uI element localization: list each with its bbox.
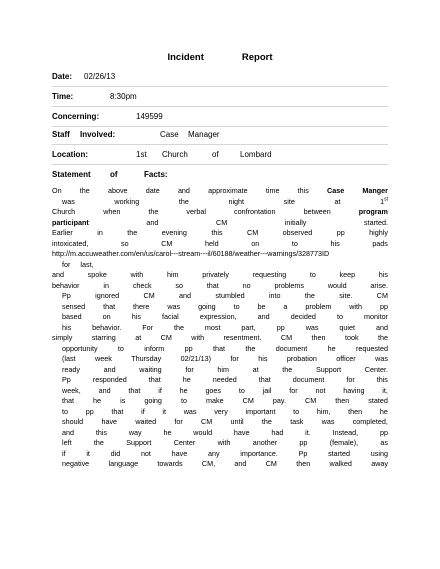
statement-line	[52, 365, 388, 376]
statement-word: started.	[364, 217, 388, 227]
statement-word: his	[378, 270, 388, 279]
statement-word: in	[97, 228, 103, 237]
statement-word: then	[335, 396, 350, 405]
statement-word: quiet	[339, 322, 356, 332]
statement-word: his	[131, 312, 141, 321]
statement-word: with	[349, 301, 363, 311]
statement-word: way	[128, 427, 142, 437]
statement-word: it	[162, 406, 166, 416]
statement-word: facial	[161, 312, 179, 321]
statement-word: CM	[216, 217, 228, 227]
statement-word: walked	[329, 459, 352, 468]
statement-word: and	[375, 322, 388, 332]
statement-word: for	[230, 354, 239, 363]
statement-word: time	[265, 186, 280, 195]
statement-word: not	[140, 448, 151, 458]
statement-word: would	[193, 427, 213, 437]
statement-line	[52, 396, 388, 407]
statement-word: requesting	[252, 270, 287, 279]
title-word-report: Report	[241, 52, 273, 63]
statement-word: into	[268, 291, 281, 300]
statement-word: should	[62, 417, 84, 426]
statement-word: ignored	[95, 291, 120, 300]
statement-word: took	[344, 333, 359, 342]
statement-word: to	[238, 385, 245, 395]
statement-word: needed	[212, 375, 237, 384]
divider	[52, 86, 388, 87]
statement-word: 1st	[380, 196, 388, 206]
statement-word: to	[293, 406, 300, 416]
concerning-label: Concerning:	[52, 112, 100, 121]
statement-word: simply	[52, 333, 73, 342]
statement-word: for	[185, 364, 194, 374]
statement-word: privately	[202, 270, 229, 279]
divider	[52, 126, 388, 127]
statement-line	[52, 218, 388, 229]
statement-word: him	[217, 364, 229, 374]
statement-line	[52, 270, 388, 281]
statement-word: was	[183, 406, 197, 416]
statement-word: using	[370, 448, 388, 458]
statement-word: to	[336, 312, 343, 321]
statement-line	[52, 260, 388, 271]
statement-word: behavior	[52, 280, 80, 290]
statement-word: to	[62, 406, 68, 416]
statement-word: and	[52, 270, 64, 279]
statement-line	[52, 186, 388, 197]
statement-word: check	[132, 280, 152, 290]
date-value: 02/26/13	[84, 72, 116, 81]
statement-word: did	[110, 448, 121, 458]
statement-word: requested	[356, 343, 388, 353]
statement-word: this	[211, 228, 223, 237]
statement-word: Church	[52, 207, 76, 216]
statement-word: pp	[299, 438, 308, 447]
statement-word: confrontation	[234, 207, 276, 216]
statement-word: started	[328, 448, 351, 458]
statement-word: document	[292, 375, 325, 384]
statement-word: he	[179, 385, 188, 395]
statement-row	[52, 168, 388, 182]
statement-word: task	[290, 417, 304, 426]
statement-word: with	[191, 333, 205, 342]
statement-word: night	[228, 196, 245, 206]
statement-line	[52, 302, 388, 313]
statement-word: the	[178, 196, 189, 206]
statement-word: working	[114, 196, 140, 206]
statement-word: the	[245, 343, 256, 353]
statement-word: if	[141, 406, 145, 416]
statement-word: was	[305, 322, 319, 332]
statement-word: pp	[85, 406, 94, 416]
statement-word: until	[230, 417, 244, 426]
statement-word: responded	[92, 375, 127, 384]
statement-word: monitor	[364, 312, 388, 321]
divider	[52, 144, 388, 145]
statement-word: to	[291, 238, 298, 248]
statement-word: goes	[205, 385, 222, 395]
statement-word: Center	[173, 438, 196, 447]
statement-word: the	[261, 417, 272, 426]
statement-word: 02/21/13)	[180, 354, 211, 363]
statement-line	[52, 291, 388, 302]
statement-word: the	[127, 228, 138, 237]
statement-word: that	[62, 396, 74, 405]
statement-text	[52, 186, 388, 470]
statement-word: for	[346, 375, 355, 384]
statement-word: any	[207, 448, 220, 458]
statement-word: on	[251, 238, 260, 248]
statement-word: and	[62, 427, 74, 437]
statement-word: CM	[242, 396, 254, 405]
statement-word: last,	[80, 259, 94, 269]
statement-word: a	[283, 301, 288, 311]
statement-word: Manger	[362, 186, 388, 195]
statement-word: date	[145, 186, 160, 195]
statement-word: as	[380, 438, 388, 447]
location-row	[52, 148, 388, 162]
statement-word: completed,	[352, 417, 388, 426]
statement-word: approximate	[208, 186, 248, 195]
statement-word: it	[86, 448, 90, 458]
statement-word: (female),	[329, 438, 359, 447]
statement-word: CM	[305, 396, 317, 405]
statement-line	[52, 417, 388, 428]
statement-word: Pp	[298, 448, 308, 458]
statement-word: week	[95, 354, 112, 363]
statement-word: pads	[372, 238, 388, 248]
statement-word: have	[233, 427, 250, 437]
statement-word: Pp	[62, 291, 71, 300]
statement-word: to	[233, 301, 240, 311]
concerning-value: 149599	[136, 112, 163, 121]
statement-word: between	[303, 207, 331, 216]
statement-word: if	[62, 448, 66, 458]
statement-word: based	[62, 312, 82, 321]
statement-word: above	[107, 186, 128, 195]
statement-word: be	[257, 301, 266, 311]
staff-value-case: Case	[160, 130, 179, 139]
statement-word: he	[163, 427, 172, 437]
statement-word: with	[217, 438, 231, 447]
statement-line	[52, 323, 388, 334]
statement-word: participant	[52, 217, 89, 227]
statement-word: Center.	[364, 364, 388, 374]
statement-word: that	[103, 301, 116, 311]
statement-word: the	[304, 291, 315, 300]
concerning-row	[52, 110, 388, 124]
statement-word: then	[348, 406, 363, 416]
statement-word: negative	[62, 459, 90, 468]
statement-word: CM	[247, 228, 259, 237]
statement-word: make	[206, 396, 224, 405]
document-title	[0, 52, 440, 63]
statement-word: at	[135, 333, 142, 342]
statement-word: keep	[339, 270, 356, 279]
date-row	[52, 70, 388, 84]
statement-word: resentment.	[223, 333, 262, 342]
statement-word: starring	[91, 333, 116, 342]
statement-word: (last	[62, 354, 76, 363]
staff-label: Staff	[52, 130, 70, 139]
statement-word: and	[177, 186, 190, 195]
statement-word: ready	[62, 364, 80, 374]
statement-word: Thursday	[131, 354, 162, 363]
statement-word: was	[375, 354, 388, 363]
statement-word: the	[148, 207, 159, 216]
statement-word: site	[283, 196, 295, 206]
statement-word: the	[173, 322, 184, 332]
statement-word: him	[166, 270, 179, 279]
statement-word: was	[167, 301, 181, 311]
statement-line	[52, 449, 388, 460]
statement-word: this	[297, 186, 309, 195]
statement-word: highly	[369, 228, 388, 237]
statement-word: pp	[184, 343, 193, 353]
statement-word: arise.	[370, 280, 388, 290]
statement-word: that	[258, 375, 271, 384]
statement-word: site.	[339, 291, 353, 300]
statement-word: towards	[157, 459, 183, 468]
statement-word: then	[311, 333, 326, 342]
statement-word: his	[258, 354, 268, 363]
statement-word: and	[257, 312, 270, 321]
staff-label-involved: Involved:	[80, 130, 116, 139]
statement-line	[52, 407, 388, 418]
statement-word: his	[330, 238, 340, 248]
statement-line	[52, 228, 388, 239]
statement-word: was	[62, 196, 75, 206]
time-value: 8:30pm	[110, 92, 137, 101]
statement-word: that	[148, 375, 161, 384]
statement-word: his	[62, 322, 72, 332]
statement-word: he	[182, 375, 191, 384]
statement-word: on	[102, 312, 111, 321]
statement-word: and	[179, 291, 192, 300]
statement-word: going	[198, 301, 216, 311]
statement-word: Earlier	[52, 228, 73, 237]
statement-word: officer	[336, 354, 356, 363]
location-value-of: of	[212, 150, 219, 159]
location-value-lombard: Lombard	[240, 150, 272, 159]
statement-word: CM,	[201, 459, 216, 468]
statement-word: intoxicated,	[52, 238, 89, 248]
statement-word: decided	[290, 312, 316, 321]
statement-word: was	[321, 417, 335, 426]
statement-word: CM	[376, 291, 388, 300]
statement-word: sensed	[62, 301, 86, 311]
statement-word: pp	[379, 427, 388, 437]
statement-word: it.	[305, 427, 311, 437]
statement-word: program	[358, 207, 388, 216]
statement-word: this	[376, 375, 388, 384]
statement-word: with	[130, 270, 144, 279]
statement-word: at	[252, 364, 259, 374]
statement-word: it,	[382, 385, 388, 395]
statement-line	[52, 239, 388, 250]
statement-word: that	[212, 343, 225, 353]
statement-word: initially	[284, 217, 307, 227]
statement-word: for	[62, 259, 71, 269]
statement-word: evening	[161, 228, 187, 237]
statement-word: CM	[160, 333, 172, 342]
statement-word: that	[128, 385, 141, 395]
statement-word: so	[175, 280, 183, 290]
statement-word: language	[108, 459, 139, 468]
statement-line	[52, 459, 388, 470]
statement-word: pp	[379, 301, 388, 311]
statement-word: had	[271, 427, 284, 437]
statement-word: he	[379, 406, 388, 416]
statement-word: not	[315, 385, 326, 395]
statement-word: no	[242, 280, 251, 290]
statement-word: this	[95, 427, 108, 437]
statement-line	[52, 333, 388, 344]
statement-word: Case	[327, 186, 345, 195]
statement-word: CM	[143, 291, 155, 300]
statement-word: the	[93, 438, 104, 447]
statement-word: to	[180, 396, 187, 405]
time-row	[52, 90, 388, 104]
statement-word: stumbled	[215, 291, 245, 300]
statement-word: that	[111, 406, 124, 416]
statement-label-facts: Facts:	[144, 170, 168, 179]
statement-word: http://m.accuweather.com/en/us/carol---stream---il/60188/weather---warnings/328773ID	[52, 249, 330, 258]
statement-word: for	[289, 385, 298, 395]
statement-word: held	[205, 238, 219, 248]
statement-word: having	[343, 385, 365, 395]
statement-word: CM	[201, 417, 213, 426]
statement-word: would	[327, 280, 347, 290]
statement-word: document	[275, 343, 308, 353]
statement-word: inform	[144, 343, 165, 353]
statement-word: CM	[280, 333, 293, 342]
statement-word: problems	[274, 280, 304, 290]
statement-line	[52, 197, 388, 208]
statement-word: the	[378, 333, 388, 342]
statement-word: expression,	[199, 312, 237, 321]
statement-word: part,	[241, 322, 256, 332]
statement-word: spoke	[87, 270, 107, 279]
statement-word: verbal	[186, 207, 206, 216]
statement-word: away	[371, 459, 388, 468]
statement-word: and	[103, 364, 116, 374]
statement-word: observed	[282, 228, 313, 237]
statement-word: week,	[62, 385, 81, 395]
statement-line	[52, 281, 388, 292]
statement-word: and	[98, 385, 111, 395]
statement-word: On	[52, 186, 62, 195]
statement-word: have	[171, 448, 188, 458]
statement-word: so	[120, 238, 129, 248]
statement-line	[52, 249, 388, 260]
statement-word: that	[206, 280, 219, 290]
statement-word: waiting	[139, 364, 162, 374]
location-label: Location:	[52, 150, 88, 159]
statement-word: very	[214, 406, 228, 416]
statement-word: is	[120, 396, 126, 405]
location-value-1st: 1st	[136, 150, 147, 159]
statement-word: most	[204, 322, 221, 332]
statement-word: importance.	[240, 448, 278, 458]
statement-word: if	[158, 385, 162, 395]
statement-word: Instead,	[332, 427, 359, 437]
location-value-church: Church	[162, 150, 188, 159]
statement-word: he	[327, 343, 336, 353]
divider	[52, 164, 388, 165]
statement-word: he	[93, 396, 102, 405]
statement-line	[52, 386, 388, 397]
statement-word: CM	[265, 459, 277, 468]
statement-word: stated	[368, 396, 388, 405]
statement-label-of: of	[110, 170, 118, 179]
statement-word: then	[296, 459, 311, 468]
statement-word: to	[117, 343, 124, 353]
date-label: Date:	[52, 72, 73, 81]
statement-word: pp	[276, 322, 285, 332]
statement-word: in	[103, 280, 109, 290]
statement-word: him,	[316, 406, 331, 416]
statement-word: the	[282, 364, 293, 374]
statement-word: For	[142, 322, 154, 332]
statement-word: Support	[315, 364, 342, 374]
statement-word: problem	[305, 301, 332, 311]
statement-word: left	[62, 438, 72, 447]
time-label: Time:	[52, 92, 74, 101]
statement-word: for	[174, 417, 183, 426]
statement-line	[52, 344, 388, 355]
statement-word: and	[234, 459, 247, 468]
statement-word: there	[133, 301, 150, 311]
staff-value-manager: Manager	[188, 130, 220, 139]
statement-word: important	[245, 406, 276, 416]
statement-line	[52, 207, 388, 218]
statement-line	[52, 375, 388, 386]
statement-label: Statement	[52, 170, 91, 179]
statement-word: the	[79, 186, 90, 195]
statement-word: behavior.	[92, 322, 122, 332]
statement-word: Pp	[62, 375, 71, 384]
statement-line	[52, 354, 388, 365]
statement-line	[52, 438, 388, 449]
divider	[52, 106, 388, 107]
statement-word: at	[334, 196, 341, 206]
statement-word: pp	[336, 228, 345, 237]
statement-line	[52, 312, 388, 323]
statement-word: another	[252, 438, 278, 447]
statement-word: have	[101, 417, 118, 426]
statement-word: opportunity	[62, 343, 98, 353]
statement-line	[52, 428, 388, 439]
statement-word: Support	[126, 438, 152, 447]
statement-word: and	[146, 217, 159, 227]
statement-word: when	[103, 207, 121, 216]
statement-word: CM	[161, 238, 173, 248]
statement-word: probation	[286, 354, 317, 363]
statement-word: going	[144, 396, 162, 405]
title-word-incident: Incident	[167, 52, 204, 63]
statement-word: to	[309, 270, 316, 279]
statement-word: waited	[135, 417, 157, 426]
statement-word: jail	[262, 385, 272, 395]
staff-row	[52, 128, 388, 142]
statement-word: pay.	[272, 396, 286, 405]
